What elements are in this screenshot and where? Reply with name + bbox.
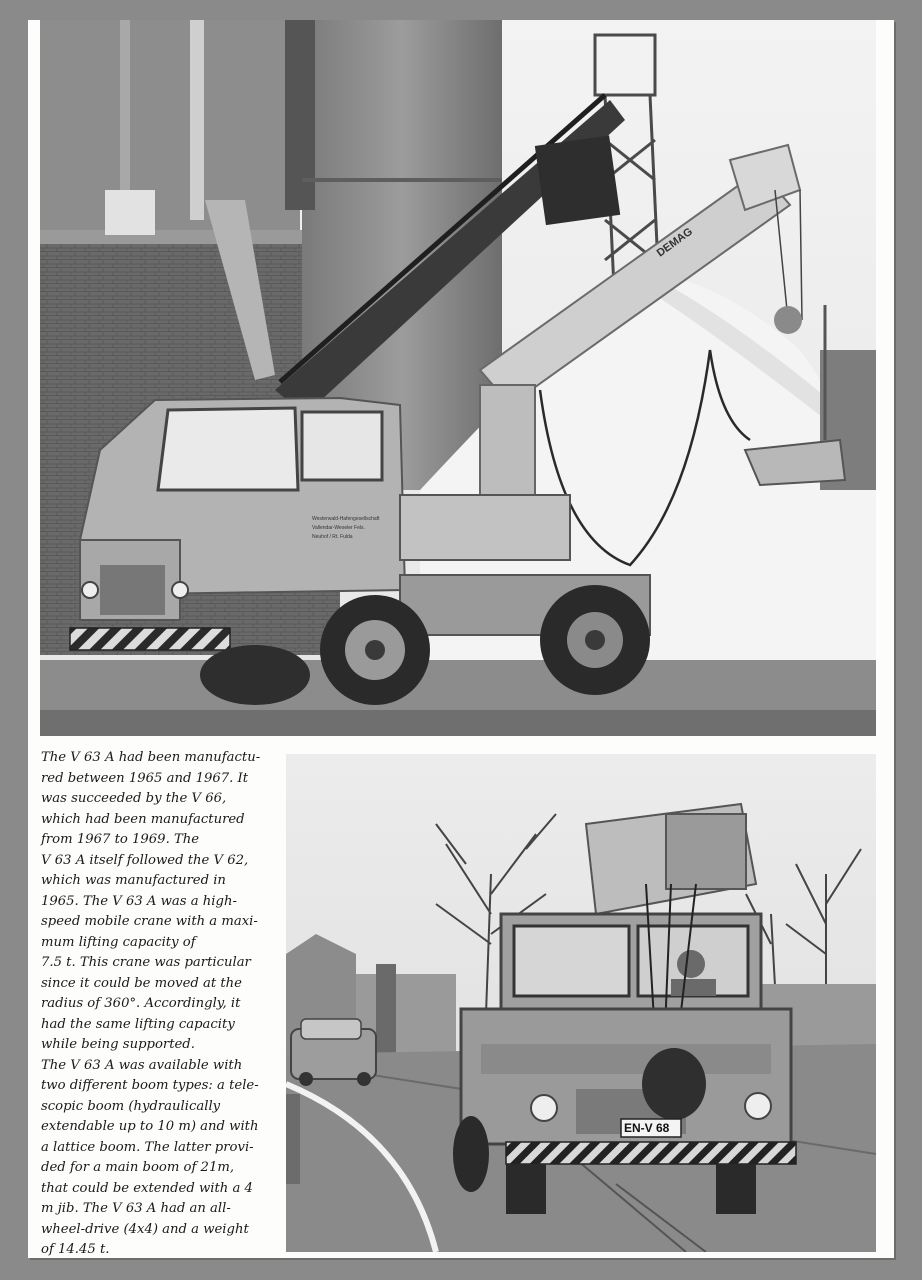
caption-line: a lattice boom. The latter provi-: [41, 1139, 254, 1155]
caption-line: speed mobile crane with a maxi-: [41, 914, 258, 929]
caption-line: two different boom types: a tele-: [41, 1078, 259, 1093]
caption-line: since it could be moved at the: [41, 975, 242, 991]
caption-line: V 63 A itself followed the V 62,: [41, 852, 249, 868]
caption-line: was succeeded by the V 66,: [41, 791, 227, 806]
caption-line: The V 63 A had been manufactu-: [41, 750, 261, 765]
caption-line: scopic boom (hydraulically: [41, 1098, 221, 1114]
caption-line: had the same lifting capacity: [41, 1016, 235, 1032]
license-plate-text: EN-V 68: [624, 1121, 670, 1135]
photo-crane-salt-pile: [40, 20, 876, 736]
caption-line: 1965. The V 63 A was a high-: [41, 893, 237, 909]
caption-line: The V 63 A was available with: [41, 1057, 243, 1073]
caption-line: of 14.45 t.: [41, 1242, 110, 1257]
svg-text:Neuhof / Rt. Fulda: Neuhof / Rt. Fulda: [312, 534, 353, 540]
caption-line: red between 1965 and 1967. It: [41, 770, 249, 786]
svg-text:Westerwald-Hafengesellschaft: Westerwald-Hafengesellschaft: [312, 516, 380, 522]
boom-brand-text: DEMAG: [654, 225, 695, 260]
caption-text: [41, 748, 281, 1261]
caption-line: mum lifting capacity of: [41, 934, 196, 950]
caption-line: that could be extended with a 4: [41, 1180, 253, 1196]
caption-line: 7.5 t. This crane was particular: [41, 955, 251, 970]
caption-line: extendable up to 10 m) and with: [41, 1119, 259, 1134]
caption-line: which was manufactured in: [41, 873, 226, 888]
caption-line: while being supported.: [41, 1037, 195, 1052]
photo-crane-street: [286, 754, 876, 1252]
book-page: [28, 20, 894, 1258]
caption-line: radius of 360°. Accordingly, it: [41, 996, 241, 1011]
caption-line: wheel-drive (4x4) and a weight: [41, 1221, 249, 1237]
caption-line: from 1967 to 1969. The: [41, 832, 200, 847]
caption-line: m jib. The V 63 A had an all-: [41, 1201, 231, 1216]
svg-text:Vallendar-Weseler Fels.: Vallendar-Weseler Fels.: [312, 525, 365, 531]
caption-line: ded for a main boom of 21m,: [41, 1160, 235, 1175]
caption-line: which had been manufactured: [41, 811, 245, 827]
